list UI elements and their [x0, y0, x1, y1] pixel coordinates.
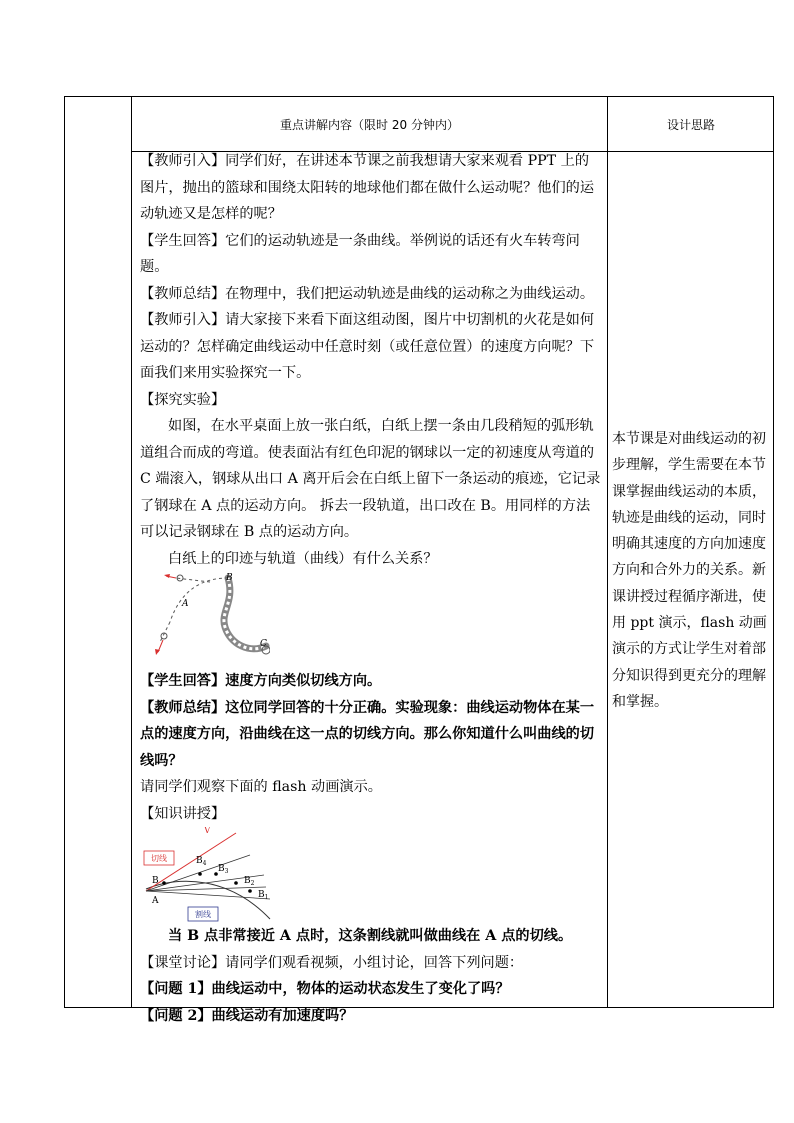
column-divider-1 — [131, 97, 132, 1007]
paragraph-teacher-summary-1: 【教师总结】在物理中，我们把运动轨迹是曲线的运动称之为曲线运动。 — [140, 285, 595, 302]
paragraph-student-answer-2: 【学生回答】速度方向类似切线方向。 — [140, 673, 382, 689]
point-label-b4: $B_4$ — [196, 856, 207, 867]
paragraph-question-2: 【问题 2】曲线运动有加速度吗？ — [140, 1007, 354, 1024]
track-label-a: A — [182, 599, 189, 609]
point-label-a: A — [152, 896, 159, 906]
paragraph-flash-demo: 请同学们观察下面的 flash 动画演示。 — [140, 779, 382, 795]
paragraph-experiment-title: 【探究实验】 — [140, 391, 226, 408]
track-figure — [140, 572, 270, 668]
paragraph-teacher-intro-1: 【教师引入】同学们好，在讲述本节课之前我想请大家来观看 PPT 上的图片，抛出的篮球和围绕太阳转的地球他们都在做什么运动呢？他们的运动轨迹又是怎样的呢？ — [140, 153, 595, 222]
design-notes: 本节课是对曲线运动的初步理解，学生需要在本节课掌握曲线运动的本质，轨迹是曲线的运动，同时明确其速度的方向加速度方向和合外力的关系。新课讲授过程循序渐进，使用 ppt 演示，flash 动画演示的方式让学生对着部分知识得到更充分的理解和掌握。 — [612, 431, 767, 710]
track-label-c: C — [260, 639, 267, 649]
paragraph-student-answer-1: 【学生回答】它们的运动轨迹是一条曲线。举例说的话还有火车转弯问题。 — [140, 232, 580, 275]
point-label-b1: $B_1$ — [258, 890, 269, 901]
main-content — [140, 148, 602, 1029]
paragraph-experiment-body: 如图，在水平桌面上放一张白纸，白纸上摆一条由几段稍短的弧形轨道组合而成的弯道。使表面沾有红色印泥的钢球以一定的初速度从弯道的 C 端滚入，钢球从出口 A 离开后会在白纸上留下一条运动的痕迹，它记录了钢球在 A 点的运动方向。 拆去一段轨道，出口改在 B。用同样的方法可以记录钢球在 B 点的运动方向。 — [140, 418, 601, 540]
paragraph-knowledge-title: 【知识讲授】 — [140, 805, 226, 822]
header-side: 设计思路 — [666, 117, 715, 132]
paragraph-discussion: 【课堂讨论】请同学们观看视频，小组讨论，回答下列问题： — [140, 954, 524, 971]
point-label-b3: $B_3$ — [218, 864, 229, 875]
tangent-label: 切线 — [151, 854, 167, 863]
velocity-label: V — [204, 827, 211, 836]
column-divider-2 — [607, 97, 608, 1007]
header-main: 重点讲解内容（限时 20 分钟内） — [280, 117, 459, 132]
paragraph-tangent-definition: 当 B 点非常接近 A 点时，这条割线就叫做曲线在 A 点的切线。 — [168, 928, 573, 944]
track-label-b: B — [226, 573, 233, 583]
point-label-b: B — [152, 876, 159, 886]
tangent-figure — [140, 827, 280, 923]
secant-label: 割线 — [195, 910, 211, 919]
paragraph-question-1: 【问题 1】曲线运动中，物体的运动状态发生了变化了吗？ — [140, 981, 510, 997]
paragraph-teacher-intro-2: 【教师引入】请大家接下来看下面这组动图，图片中切割机的火花是如何运动的？怎样确定曲线运动中任意时刻（或任意位置）的速度方向呢？下面我们来用实验探究一下。 — [140, 312, 595, 381]
paragraph-teacher-summary-2: 【教师总结】这位同学回答的十分正确。实验现象：曲线运动物体在某一点的速度方向，沿曲线在这一点的切线方向。那么你知道什么叫曲线的切线吗？ — [140, 699, 595, 769]
point-label-b2: $B_2$ — [244, 876, 255, 887]
paragraph-question: 白纸上的印迹与轨道（曲线）有什么关系？ — [168, 550, 438, 567]
